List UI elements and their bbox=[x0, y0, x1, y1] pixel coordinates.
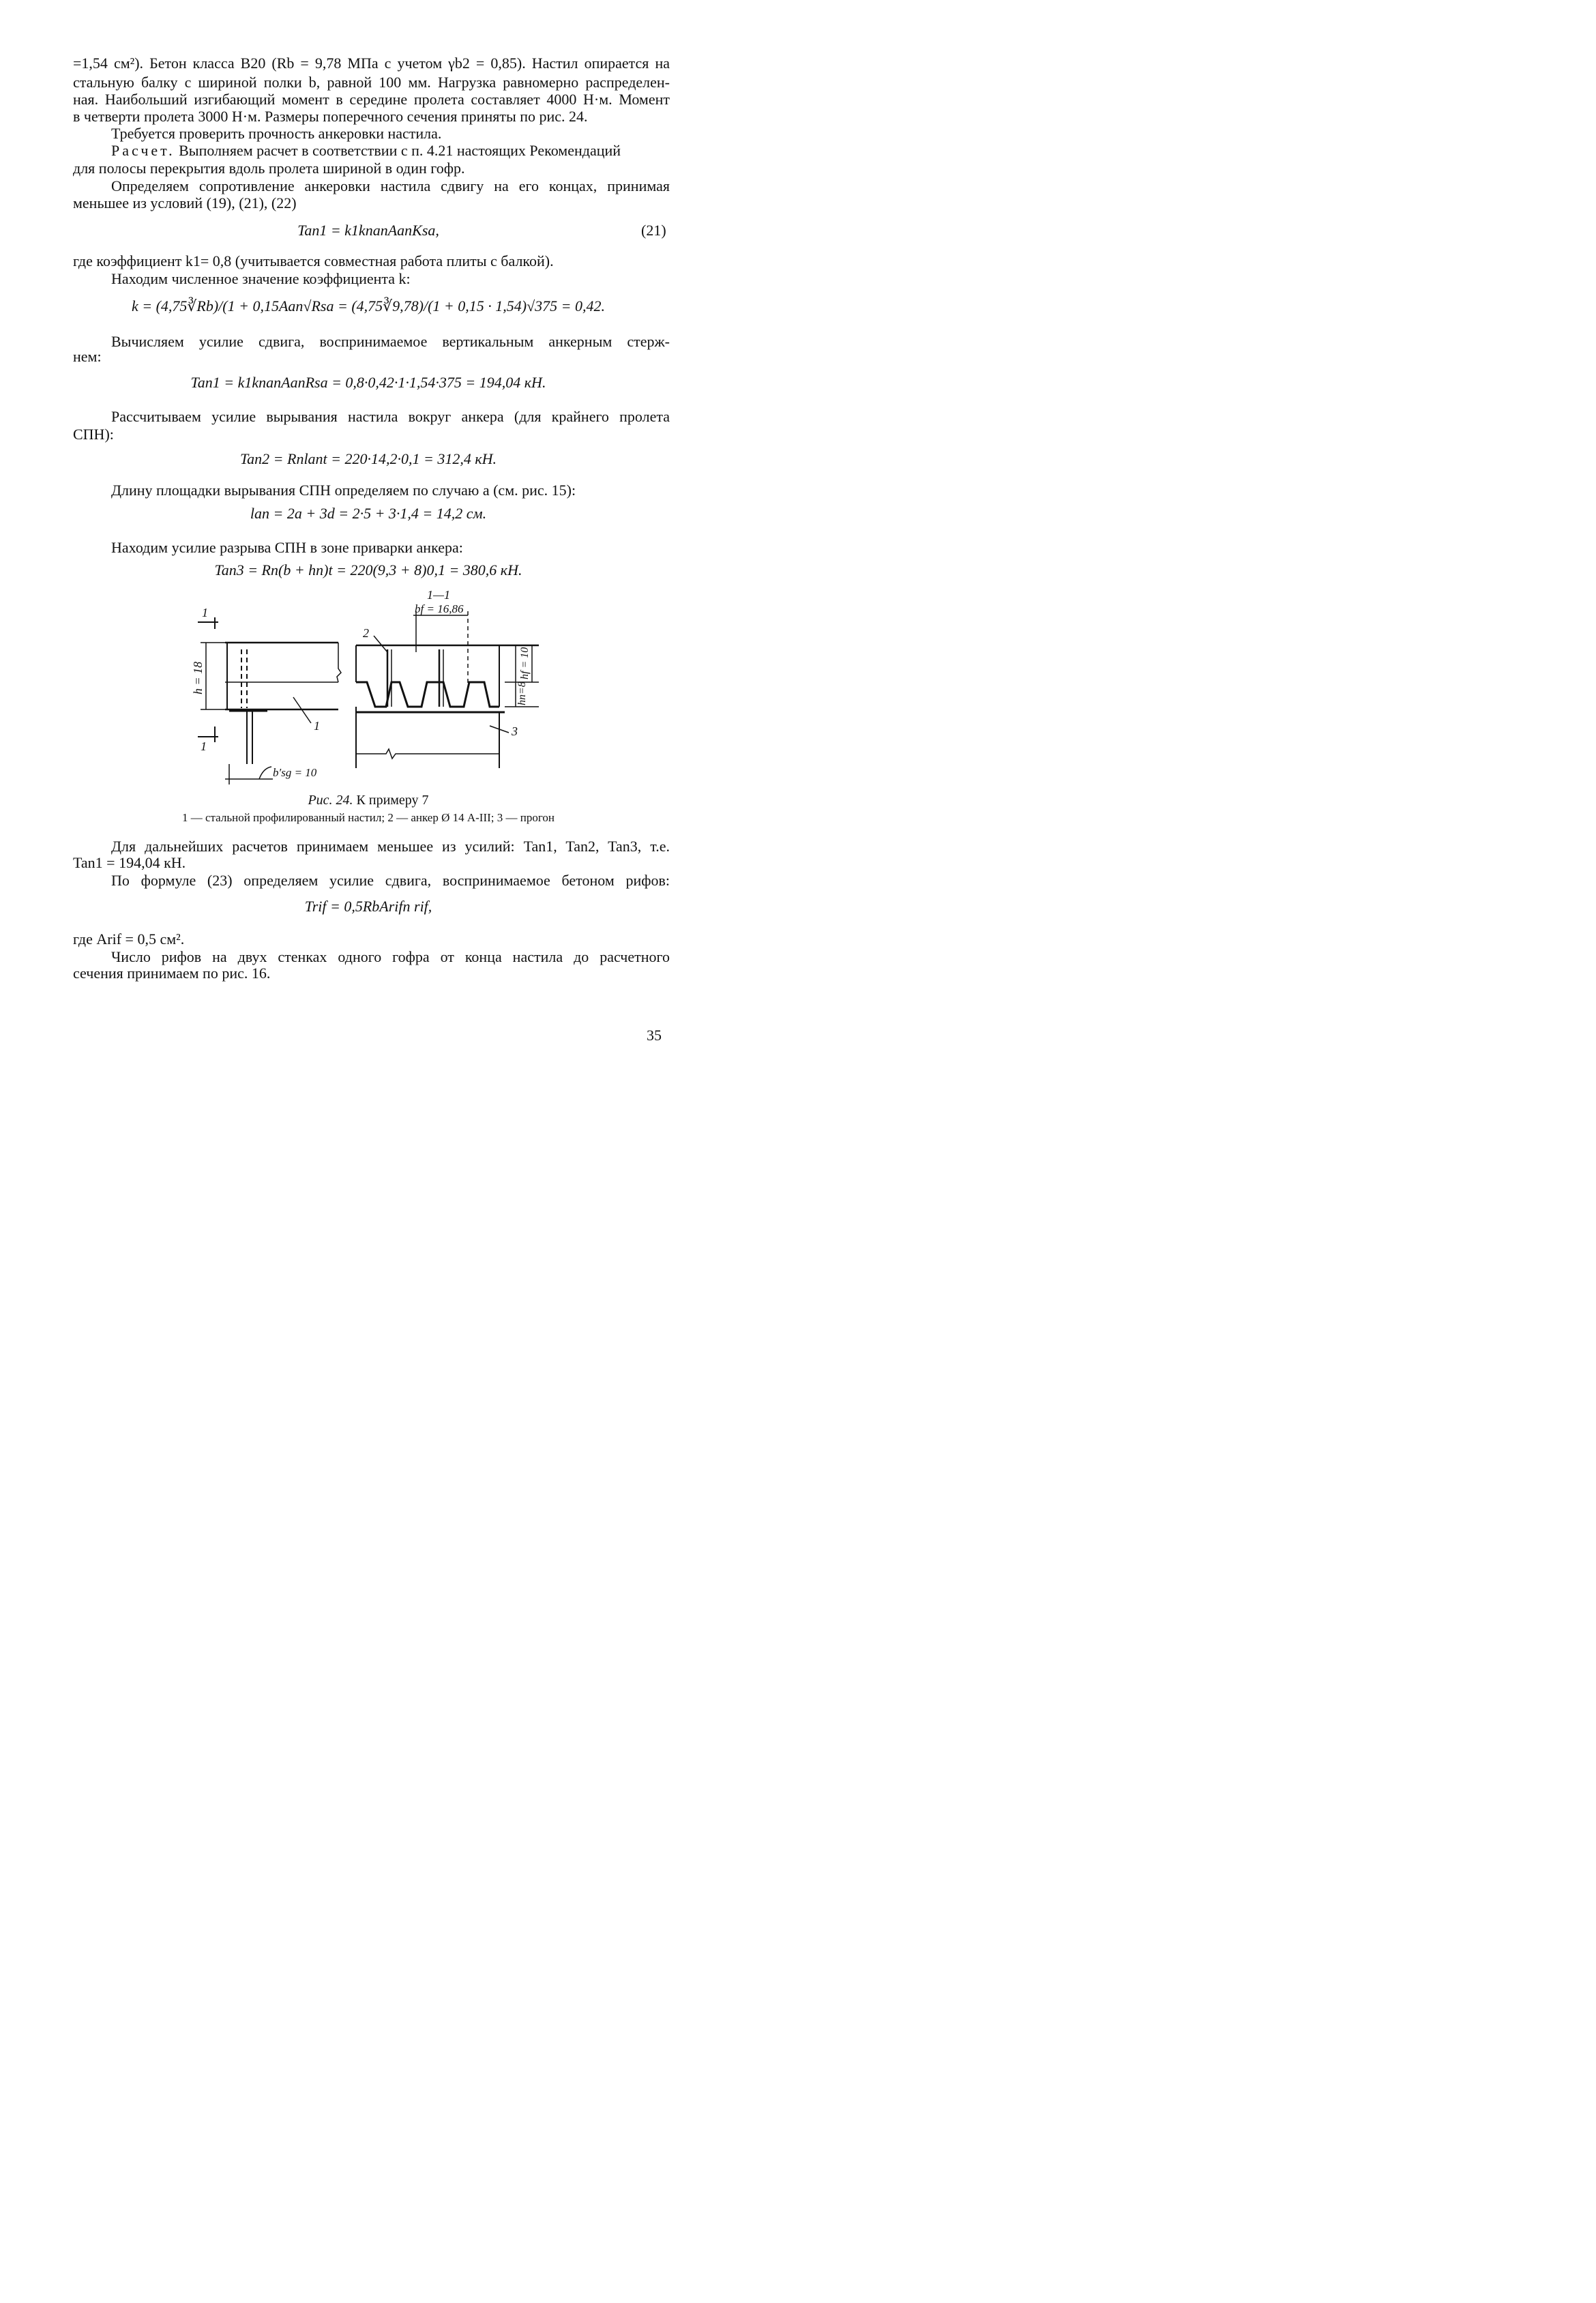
text-line: Определяем сопротивление анкеровки настила сдвигу на его концах, принимая bbox=[111, 177, 670, 194]
hn-label: hn=8 bbox=[516, 681, 528, 705]
text-line: Число рифов на двух стенках одного гофра от конца настила до расчетного bbox=[111, 948, 670, 965]
section-mark-top: 1 bbox=[202, 606, 208, 619]
text-line: СПН): bbox=[73, 426, 114, 443]
formula-trif: Trif = 0,5RbArifn rif, bbox=[304, 898, 432, 915]
formula-tan2: Tan2 = Rnlant = 220·14,2·0,1 = 312,4 кН. bbox=[239, 450, 497, 467]
page-number: 35 bbox=[647, 1027, 662, 1044]
purlin-break bbox=[356, 749, 499, 759]
text-line: меньшее из условий (19), (21), (22) bbox=[73, 194, 297, 211]
spaced-heading: Расчет. bbox=[111, 142, 175, 159]
text-line: Рассчитываем усилие вырывания настила вокруг анкера (для крайнего пролета bbox=[111, 408, 670, 425]
text-line: где Arif = 0,5 см². bbox=[73, 930, 185, 948]
hf-label: hf = 10 bbox=[519, 647, 531, 679]
section-mark-bottom: 1 bbox=[201, 739, 207, 753]
formula-21: Tan1 = k1knanAanKsa, bbox=[297, 222, 439, 239]
text-line: Находим численное значение коэффициента k: bbox=[111, 270, 411, 287]
text-line: Находим усилие разрыва СПН в зоне приварки анкера: bbox=[111, 539, 463, 556]
bsg-label: b′sg = 10 bbox=[273, 766, 317, 779]
document-page bbox=[0, 0, 737, 1064]
figure-24 bbox=[184, 587, 552, 791]
formula-lan: lan = 2a + 3d = 2·5 + 3·1,4 = 14,2 см. bbox=[250, 505, 487, 522]
text-line: Tan1 = 194,04 кН. bbox=[73, 854, 186, 871]
callout-3: 3 bbox=[512, 724, 518, 738]
corrugated-deck bbox=[356, 682, 499, 707]
text-line: Для дальнейших расчетов принимаем меньшее из усилий: Tan1, Tan2, Tan3, т.е. bbox=[111, 838, 670, 855]
text-line: =1,54 см²). Бетон класса В20 (Rb = 9,78 МПа с учетом γb2 = 0,85). Настил опирается на bbox=[73, 55, 670, 72]
text-line: где коэффициент k1= 0,8 (учитывается совместная работа плиты с балкой). bbox=[73, 252, 554, 269]
break-line bbox=[337, 643, 341, 682]
text-line: в четверти пролета 3000 Н·м. Размеры поперечного сечения приняты по рис. 24. bbox=[73, 108, 588, 125]
text-line: стальную балку с шириной полки b, равной 100 мм. Нагрузка равномерно распределен- bbox=[73, 74, 670, 91]
callout-2-leader bbox=[374, 636, 387, 652]
formula-tan3: Tan3 = Rn(b + hn)t = 220(9,3 + 8)0,1 = 380,6 кН. bbox=[214, 561, 522, 578]
h-label: h = 18 bbox=[191, 661, 205, 694]
callout-2: 2 bbox=[363, 626, 369, 640]
text-line: По формуле (23) определяем усилие сдвига, воспринимаемое бетоном рифов: bbox=[111, 872, 670, 889]
text-run: Выполняем расчет в соответствии с п. 4.21 настоящих Рекомендаций bbox=[175, 142, 621, 159]
figure-caption bbox=[0, 791, 737, 809]
caption-text: К примеру 7 bbox=[353, 793, 429, 808]
formula-tan1: Tan1 = k1knanAanRsa = 0,8·0,42·1·1,54·375 = 194,04 кН. bbox=[190, 374, 546, 391]
equation-number: (21) bbox=[641, 222, 666, 239]
text-line: Требуется проверить прочность анкеровки настила. bbox=[111, 125, 442, 142]
text-line: сечения принимаем по рис. 16. bbox=[73, 965, 271, 982]
text-line: Длину площадки вырывания СПН определяем по случаю a (см. рис. 15): bbox=[111, 482, 576, 499]
caption-label: Рис. 24. bbox=[308, 793, 353, 808]
text-line: для полосы перекрытия вдоль пролета шириной в один гофр. bbox=[73, 160, 465, 177]
formula-k: k = (4,75∛Rb)/(1 + 0,15Aan√Rsa = (4,75∛9,78)/(1 + 0,15 · 1,54)√375 = 0,42. bbox=[131, 297, 606, 314]
section-title: 1—1 bbox=[427, 588, 451, 602]
text-line bbox=[111, 142, 621, 160]
text-line: нем: bbox=[73, 348, 102, 365]
text-line: ная. Наибольший изгибающий момент в середине пролета составляет 4000 Н·м. Момент bbox=[73, 91, 670, 108]
text-line: Вычисляем усилие сдвига, воспринимаемое вертикальным анкерным стерж- bbox=[111, 333, 670, 350]
bf-label: bf = 16,86 bbox=[415, 602, 464, 615]
callout-1: 1 bbox=[314, 719, 320, 733]
figure-legend: 1 — стальной профилированный настил; 2 — анкер Ø 14 А-III; 3 — прогон bbox=[181, 811, 555, 824]
